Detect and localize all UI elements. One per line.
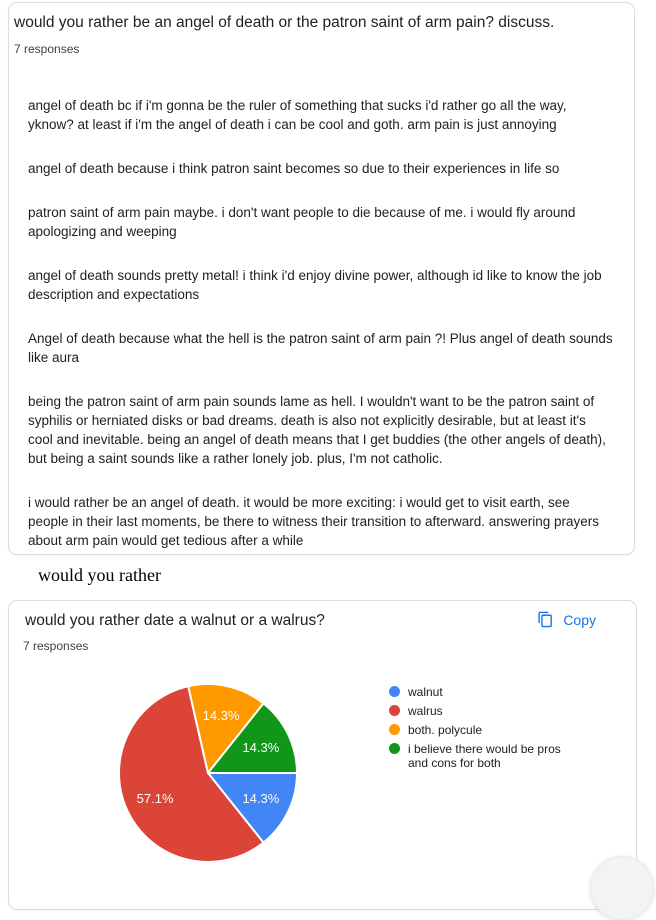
question-title: would you rather date a walnut or a walrus? bbox=[25, 612, 325, 629]
copy-button-label: Copy bbox=[563, 611, 596, 628]
legend-label: i believe there would be pros and cons for both bbox=[408, 742, 561, 770]
text-response: i would rather be an angel of death. it would be more exciting: i would get to visit earth, see people in their last moments, be there to witness their transition to afterward. answering prayers about arm pain would get tedious after a while bbox=[28, 495, 600, 548]
text-response: angel of death sounds pretty metal! i think i'd enjoy divine power, although id like to know the job description and expectations bbox=[28, 268, 602, 302]
pie-slice-label: 14.3% bbox=[202, 708, 240, 724]
copy-icon bbox=[537, 611, 554, 628]
response-count: 7 responses bbox=[23, 639, 89, 653]
response-count: 7 responses bbox=[14, 42, 80, 56]
copy-button[interactable] bbox=[535, 609, 598, 630]
pie-slice-label: 57.1% bbox=[136, 791, 174, 806]
text-response: Angel of death because what the hell is the patron saint of arm pain ?! Plus angel of death sounds like aura bbox=[28, 331, 613, 365]
text-response: being the patron saint of arm pain sounds lame as hell. I wouldn't want to be the patron saint of syphilis or herniated disks or bad dreams. death is also not explicitly desirable, but at least it's cool and inevitable. being an angel of death means that I get buddies (the other angels of death), but being a saint sounds like a rather lonely job. plus, I'm not catholic. bbox=[28, 394, 606, 466]
question-card-angel-of-death bbox=[8, 2, 635, 555]
form-title: would you rather bbox=[38, 565, 161, 585]
legend-dot bbox=[389, 686, 400, 697]
legend-label: walnut bbox=[408, 685, 443, 699]
legend-label: both. polycule bbox=[408, 723, 483, 737]
pie-slice-label: 14.3% bbox=[242, 791, 280, 806]
legend-label: walrus bbox=[408, 704, 443, 718]
legend-dot bbox=[389, 705, 400, 716]
text-response: angel of death bc if i'm gonna be the ruler of something that sucks i'd rather go all the way, yknow? at least if i'm the angel of death i can be cool and goth. arm pain is just annoying bbox=[28, 98, 567, 132]
text-response: patron saint of arm pain maybe. i don't want people to die because of me. i would fly around apologizing and weeping bbox=[28, 205, 576, 239]
legend-item bbox=[389, 685, 578, 699]
legend-item bbox=[389, 704, 578, 718]
text-response: angel of death because i think patron saint becomes so due to their experiences in life so bbox=[28, 161, 560, 176]
chart-legend bbox=[389, 685, 578, 775]
floating-button-partial[interactable] bbox=[590, 856, 654, 920]
legend-item bbox=[389, 742, 578, 770]
legend-dot bbox=[389, 724, 400, 735]
pie-slice-label: 14.3% bbox=[242, 740, 280, 755]
question-card-walnut-walrus bbox=[8, 600, 637, 910]
text-responses-list bbox=[28, 96, 613, 550]
legend-dot bbox=[389, 743, 400, 754]
question-title: would you rather be an angel of death or the patron saint of arm pain? discuss. bbox=[14, 14, 555, 31]
legend-item bbox=[389, 723, 578, 737]
